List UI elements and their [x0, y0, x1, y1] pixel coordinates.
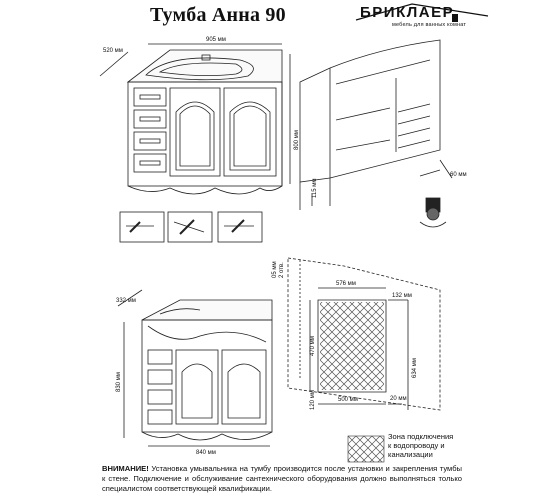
cabinet-perspective-top	[100, 44, 290, 194]
legend-line-1: Зона подключения	[388, 432, 454, 441]
dim-height-bottom: 830 мм	[116, 372, 122, 392]
brand-name: БРИКЛАЕР	[360, 4, 455, 21]
warning-lead: ВНИМАНИЕ!	[102, 464, 149, 473]
page-title: Тумба Анна 90	[150, 4, 286, 26]
dim-height-top: 800 мм	[294, 130, 300, 150]
warning-notice	[102, 464, 462, 494]
cabinet-front-bottom	[118, 290, 272, 446]
legend	[388, 432, 468, 459]
legend-line-2: к водопроводу и	[388, 441, 445, 450]
connection-zone	[320, 302, 384, 390]
dim-depth-bottom: 332 мм	[116, 298, 136, 304]
connection-zone-icon	[348, 436, 384, 462]
dim-total-634: 634 мм	[412, 358, 418, 378]
dim-width-top: 905 мм	[206, 37, 226, 43]
legend-line-3: канализации	[388, 450, 433, 459]
hinge-adjust-icon	[120, 212, 262, 242]
warning-body: Установка умывальника на тумбу производится после установки и закрепления тумбы к стене. Подключение и обслуживание сантехнического оборудования должно выполняться только специалистом соответствующей квалификации.	[102, 464, 462, 493]
dim-side-20: 20 мм	[390, 396, 407, 402]
dim-depth-small: 60 мм	[450, 172, 467, 178]
dim-depth-top: 520 мм	[103, 48, 123, 54]
dim-leg-height: 115 мм	[312, 178, 318, 198]
dim-span-576: 576 мм	[336, 281, 356, 287]
dim-offset-2: 2 отв.	[279, 262, 285, 278]
dim-bottom-120: 120 мм	[310, 390, 316, 410]
brand-tagline: мебель для ванных комнат	[392, 22, 467, 28]
dim-height-470: 470 мм	[310, 336, 316, 356]
dim-offset-05: 05 мм	[272, 261, 278, 278]
adjustable-leg-icon	[420, 198, 446, 227]
dim-width-bottom: 840 мм	[196, 450, 216, 456]
dim-width-500: 500 мм	[338, 397, 358, 403]
cabinet-open-side	[300, 40, 452, 210]
dim-gap-132: 132 мм	[392, 293, 412, 299]
